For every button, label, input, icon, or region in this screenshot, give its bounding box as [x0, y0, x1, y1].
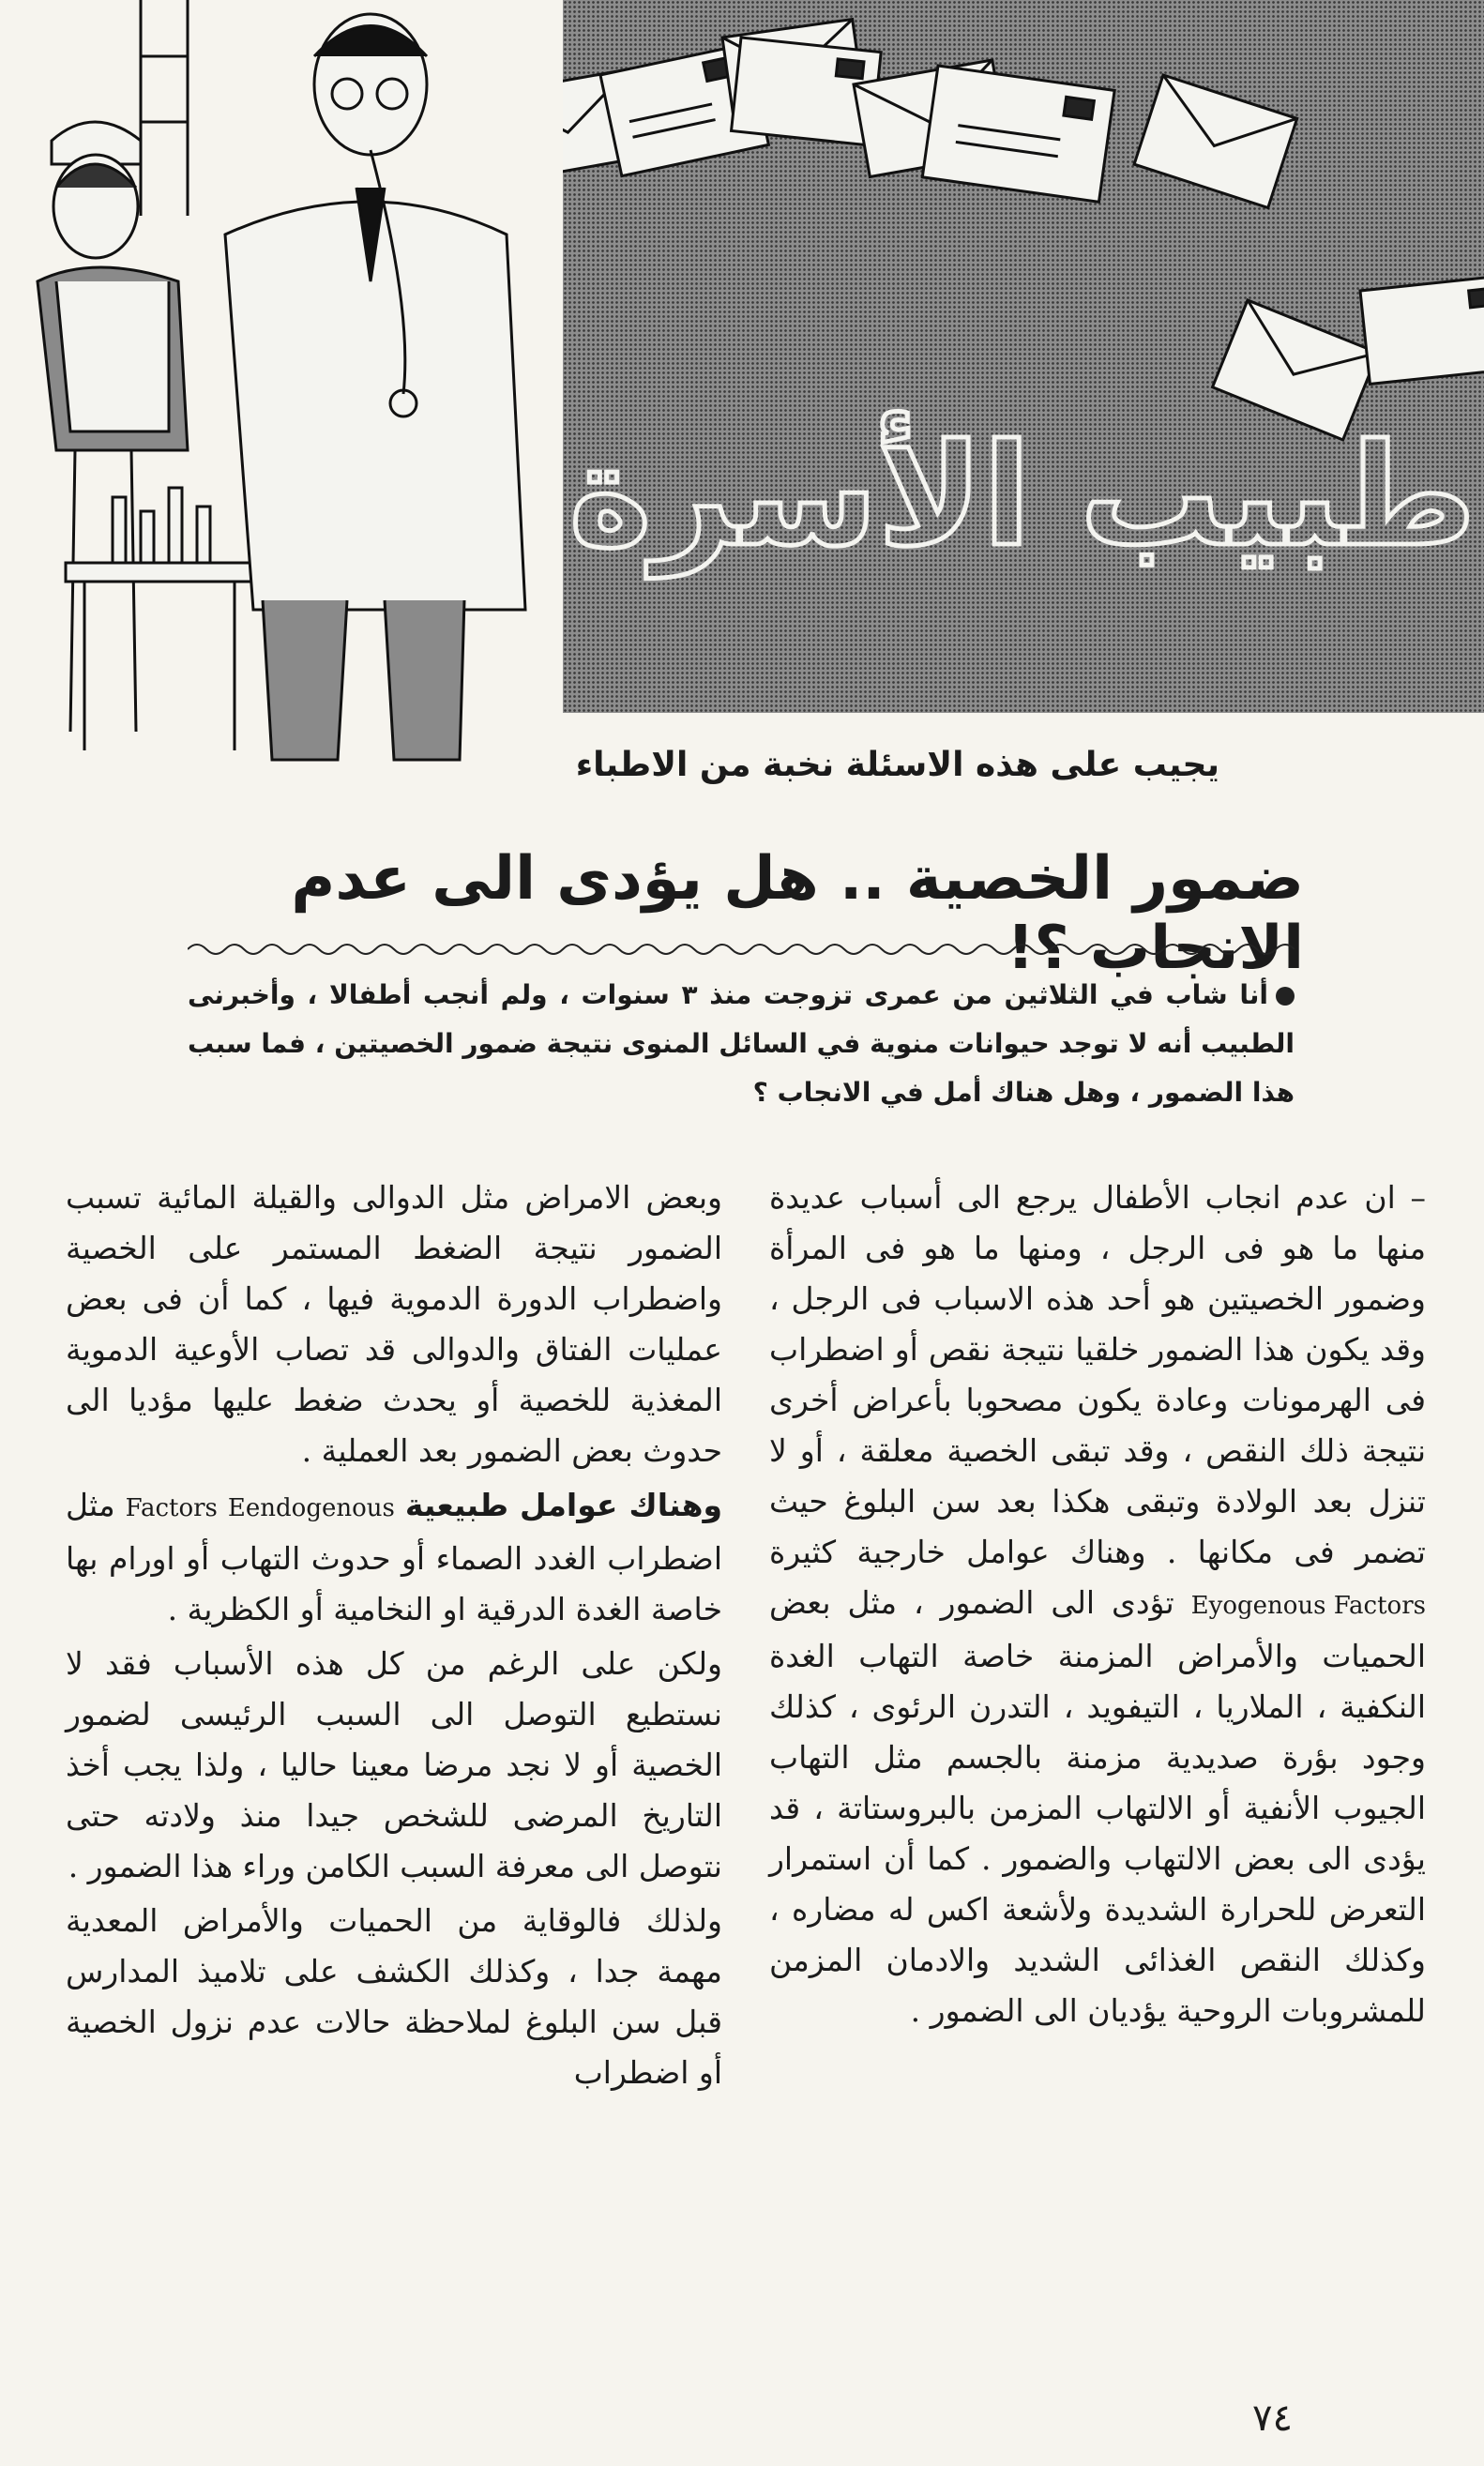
- answer-paragraph: ولكن على الرغم من كل هذه الأسباب فقد لا نستطيع التوصل الى السبب الرئيسى لضمور الخصية أو لا نجد مرضا معينا حاليا ، ولذا يجب أخذ التاريخ المرضى للشخص جيدا منذ ولادته حتى نتوصل الى معرفة السبب الكامن وراء هذا الضمور .: [66, 1645, 722, 1884]
- answer-paragraph: وبعض الامراض مثل الدوالى والقيلة المائية تسبب الضمور نتيجة الضغط المستمر على الخصية واضطراب الدورة الدموية فيها ، كما أن فى بعض عمليات الفتاق والدوالى قد تصاب الأوعية الدموية المغذية للخصية أو يحدث ضغط عليها مؤديا الى حدوث بعض الضمور بعد العملية .: [66, 1179, 722, 1469]
- envelopes-illustration: [563, 0, 1484, 713]
- answer-paragraph: [66, 1480, 722, 1635]
- question-text: أنا شاب في الثلاثين من عمرى تزوجت منذ ٣ سنوات ، ولم أنجب أطفالا ، وأخبرنى الطبيب أنه لا توجد حيوانات منوية في السائل المنوى نتيجة ضمور الخصيتين ، فما سبب هذا الضمور ، وهل هناك أمل في الانجاب ؟: [188, 979, 1295, 1108]
- answer-text: تؤدى الى الضمور ، مثل بعض الحميات والأمراض المزمنة خاصة التهاب الغدة النكفية ، الملاريا ، التيفويد ، التدرن الرئوى ، كذلك وجود بؤرة صديدية مزمنة بالجسم مثل التهاب الجيوب الأنفية أو الالتهاب المزمن بالبروستاتة ، قد يؤدى الى بعض الالتهاب والضمور . كما أن استمرار التعرض للحرارة الشديدة ولأشعة اكس له مضاره ، وكذلك النقص الغذائى الشديد والادمان المزمن للمشروبات الروحية يؤديان الى الضمور .: [769, 1584, 1426, 2029]
- latin-term: Eendogenous: [227, 1494, 395, 1522]
- section-title: طبيب الأسرة: [568, 415, 1476, 578]
- caption: يجيب على هذه الاسئلة نخبة من الاطباء: [575, 746, 1219, 784]
- page-number: ٧٤: [1252, 2397, 1293, 2440]
- answer-paragraph: ولذلك فالوقاية من الحميات والأمراض المعدية مهمة جدا ، وكذلك الكشف على تلاميذ المدارس قبل سن البلوغ لملاحظة حالات عدم نزول الخصية أو اضطراب: [66, 1902, 722, 2091]
- headline: ضمور الخصية .. هل يؤدى الى عدم الانجاب ؟!: [291, 844, 1304, 983]
- reader-question: [188, 971, 1295, 1117]
- answer-text: مثل اضطراب الغدد الصماء أو حدوث التهاب أو اورام بها خاصة الغدة الدرقية او النخامية أو الكظرية .: [66, 1487, 722, 1627]
- latin-term: Eyogenous Factors: [1190, 1592, 1426, 1620]
- doctor-nurse-illustration: [0, 0, 563, 769]
- answer-column-right: [769, 1172, 1426, 2040]
- answer-text: – ان عدم انجاب الأطفال يرجع الى أسباب عديدة منها ما هو فى الرجل ، ومنها ما هو فى المرأة وضمور الخصيتين هو أحد هذه الاسباب فى الرجل ، وقد يكون هذا الضمور خلقيا نتيجة نقص أو اضطراب فى الهرمونات وعادة يكون مصحوبا بأعراض أخرى نتيجة ذلك النقص ، وقد تبقى الخصية معلقة ، أو لا تنزل بعد الولادة وتبقى هكذا بعد سن البلوغ حيث تضمر فى مكانها . وهناك عوامل خارجية كثيرة: [769, 1179, 1426, 1570]
- bullet-icon: [1276, 987, 1295, 1006]
- answer-paragraph: [769, 1172, 1426, 2036]
- wavy-divider: [188, 940, 1295, 959]
- answer-column-left: [66, 1172, 722, 2102]
- header-illustration: [0, 0, 1484, 732]
- latin-term: Factors: [125, 1494, 218, 1522]
- subheading: وهناك عوامل طبيعية: [404, 1487, 722, 1523]
